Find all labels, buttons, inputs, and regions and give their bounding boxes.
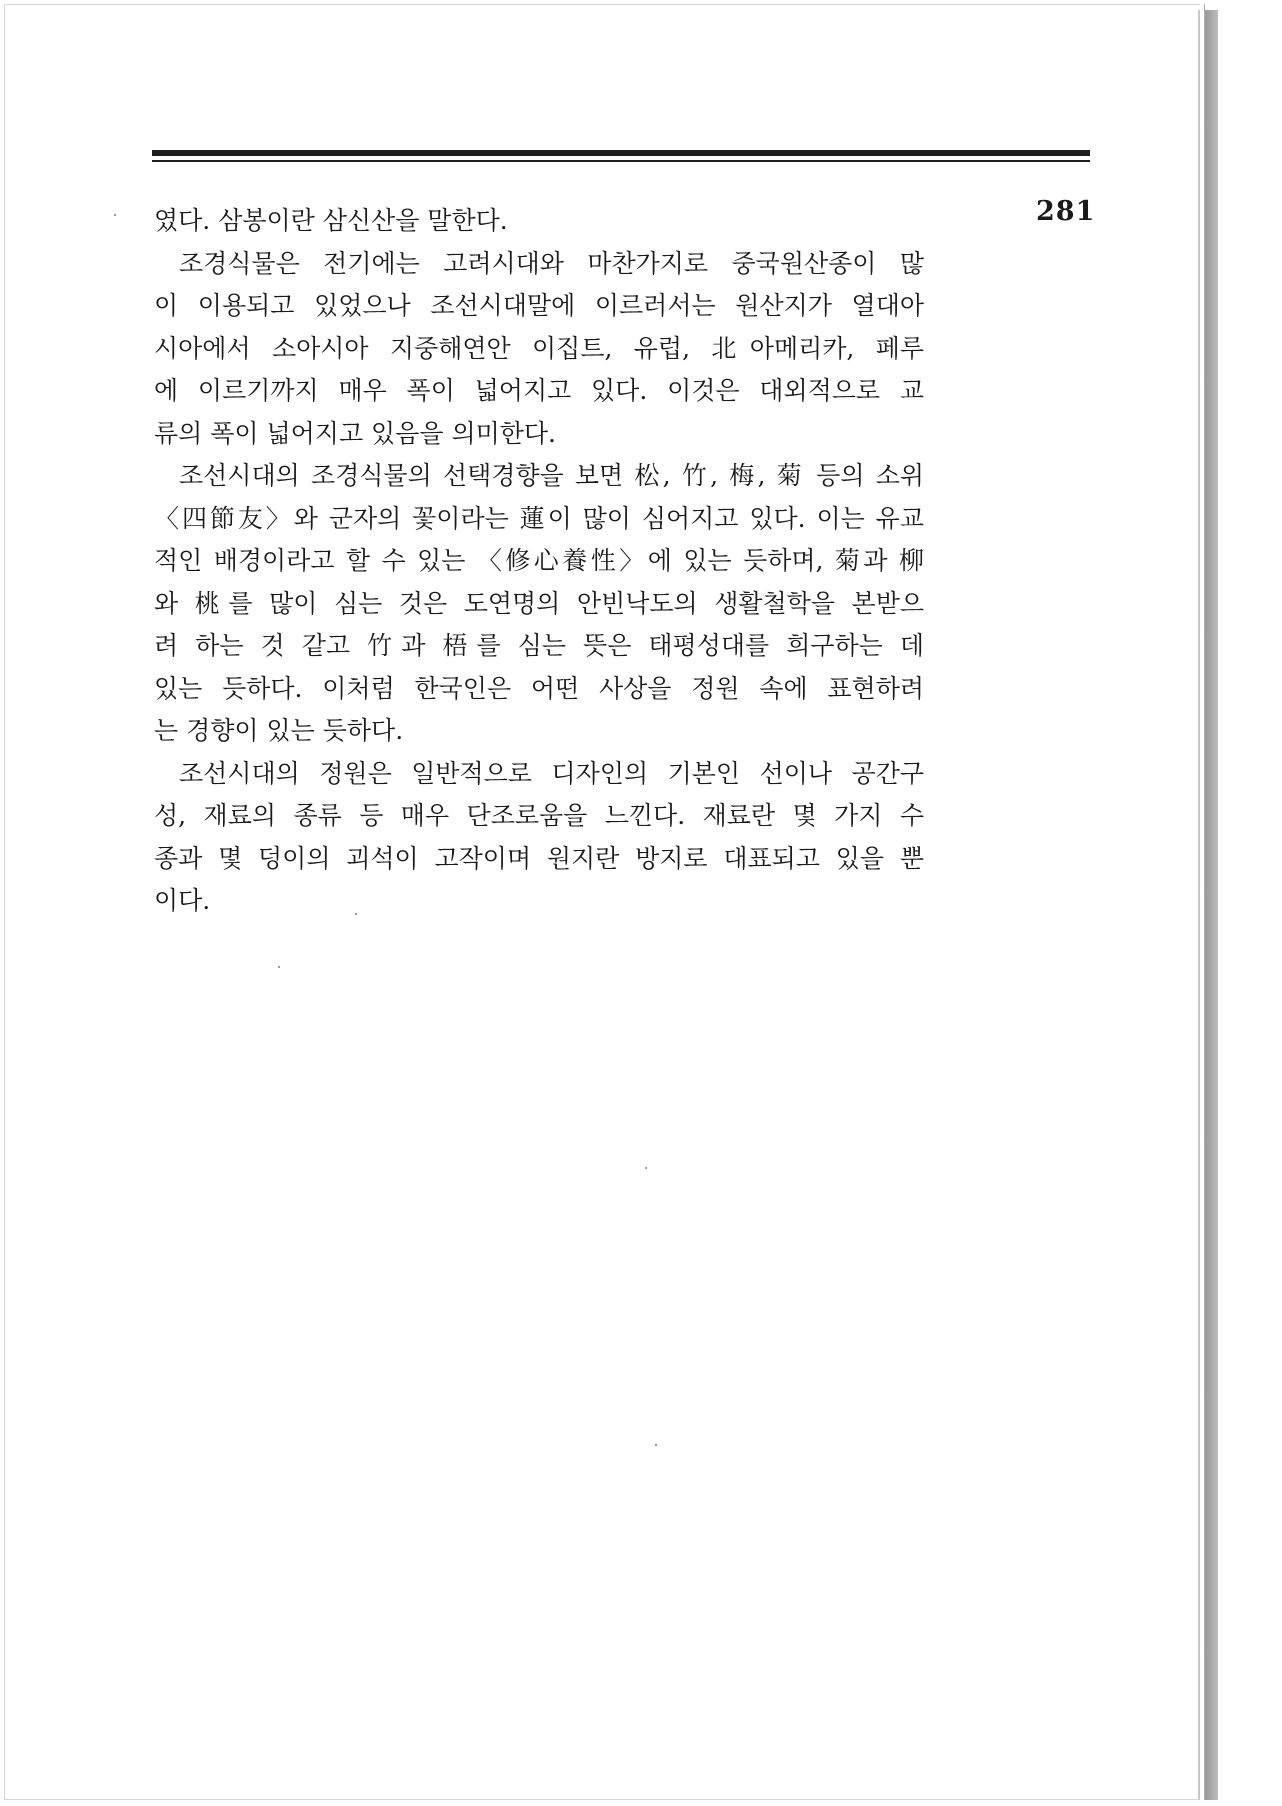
page-number: 281 — [1036, 196, 1096, 227]
text-line: 성, 재료의 종류 등 매우 단조로움을 느낀다. 재료란 몇 가지 수 — [154, 801, 924, 830]
text-line: 이다. — [154, 886, 211, 915]
text-line: 〈四節友〉와 군자의 꽃이라는 蓮이 많이 심어지고 있다. 이는 유교 — [154, 503, 924, 533]
scan-speck — [114, 214, 116, 216]
header-rule-thick — [152, 150, 1090, 156]
text-line: 와 桃를 많이 심는 것은 도연명의 안빈낙도의 생활철학을 본받으 — [154, 588, 924, 618]
scan-speck — [645, 1167, 647, 1169]
text-line: 는 경향이 있는 듯하다. — [154, 716, 404, 745]
text-line: 조경식물은 전기에는 고려시대와 마찬가지로 중국원산종이 많 — [179, 248, 924, 278]
text-line: 에 이르기까지 매우 폭이 넓어지고 있다. 이것은 대외적으로 교 — [154, 376, 924, 405]
text-line: 조선시대의 조경식물의 선택경향을 보면 松, 竹, 梅, 菊 등의 소위 — [179, 461, 924, 490]
header-rule-thin — [152, 160, 1090, 162]
text-line: 종과 몇 덩이의 괴석이 고작이며 원지란 방지로 대표되고 있을 뿐 — [154, 843, 924, 873]
page-edge — [1200, 4, 1205, 1800]
body-text — [154, 200, 924, 923]
scan-speck — [278, 966, 280, 968]
text-line: 조선시대의 정원은 일반적으로 디자인의 기본인 선이나 공간구 — [179, 758, 924, 788]
text-line: 적인 배경이라고 할 수 있는 〈修心養性〉에 있는 듯하며, 菊과 柳 — [154, 546, 924, 575]
text-line: 류의 폭이 넓어지고 있음을 의미한다. — [154, 418, 556, 448]
text-line: 이 이용되고 있었으나 조선시대말에 이르러서는 원산지가 열대아 — [154, 291, 924, 320]
text-line: 였다. 삼봉이란 삼신산을 말한다. — [154, 206, 508, 235]
text-line: 있는 듯하다. 이처럼 한국인은 어떤 사상을 정원 속에 표현하려 — [154, 673, 924, 703]
scan-speck — [655, 1444, 657, 1446]
text-line: 려 하는 것 같고 竹과 梧를 심는 뜻은 태평성대를 희구하는 데 — [154, 631, 924, 660]
text-line: 시아에서 소아시아 지중해연안 이집트, 유럽, 北아메리카, 페루 — [154, 333, 924, 363]
scan-speck — [355, 913, 357, 915]
